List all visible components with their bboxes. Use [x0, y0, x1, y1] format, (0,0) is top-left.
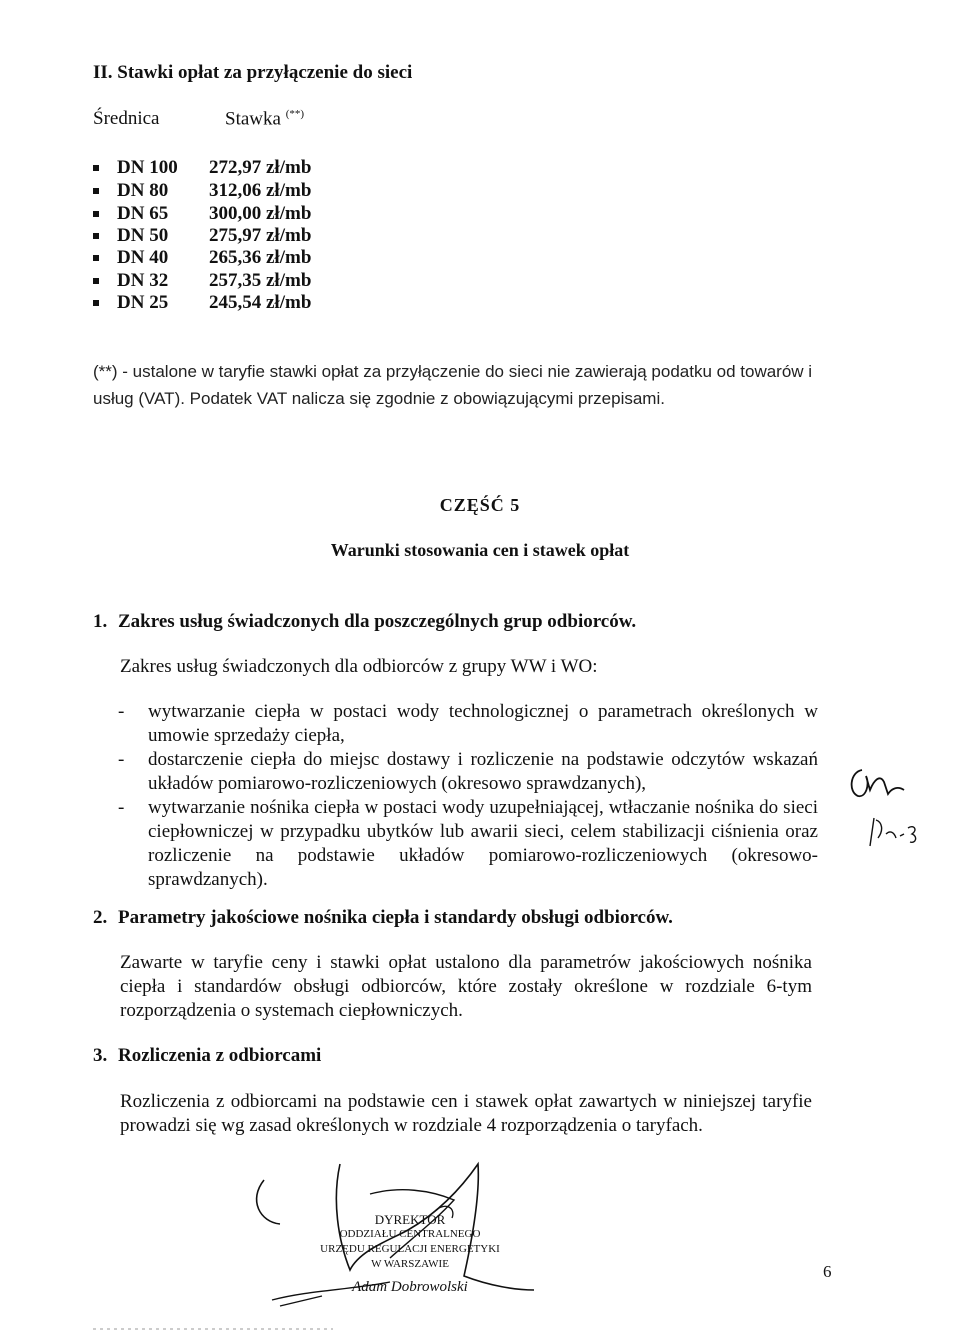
rate-value: 275,97 zł/mb [209, 225, 312, 246]
list-item [118, 748, 818, 796]
rate-diameter: DN 80 [117, 180, 169, 201]
rate-diameter: DN 40 [117, 247, 169, 268]
column-header-diameter: Średnica [93, 108, 160, 129]
list-item [118, 700, 818, 748]
stamp-line: W WARSZAWIE [371, 1258, 449, 1270]
page-number: 6 [823, 1262, 832, 1281]
part-title: CZĘŚĆ 5 [439, 495, 521, 515]
rate-value: 257,35 zł/mb [209, 270, 312, 291]
rate-value: 300,00 zł/mb [209, 203, 312, 224]
column-header-rate-label: Stawka [225, 108, 281, 130]
stamp-name: Adam Dobrowolski [352, 1279, 468, 1295]
section-body: Rozliczenia z odbiorcami na podstawie cen i stawek opłat zawartych w niniejszej taryfie prowadzi się wg zasad określonych w rozdziale 4 rozporządzenia o taryfach. [120, 1091, 812, 1136]
dash-icon: - [118, 749, 125, 770]
rate-value: 272,97 zł/mb [209, 157, 312, 178]
rate-diameter: DN 50 [117, 225, 169, 246]
column-header-rate-marker: (**) [285, 108, 305, 120]
rate-value: 265,36 zł/mb [209, 247, 312, 268]
stamp-line: URZĘDU REGULACJI ENERGETYKI [320, 1243, 500, 1255]
service-list [118, 700, 818, 892]
section-intro: Zakres usług świadczonych dla odbiorców z grupy WW i WO: [120, 656, 598, 677]
list-item-text: dostarczenie ciepła do miejsc dostawy i rozliczenie na podstawie odczytów wskazań układów pomiarowo-rozliczeniowych (okresowo sprawdzanych), [148, 749, 818, 794]
bullet-icon [93, 211, 99, 217]
list-item-text: wytwarzanie ciepła w postaci wody technologicznej o parametrach określonych w umowie sprzedaży ciepła, [148, 701, 818, 746]
section-heading-text: Zakres usług świadczonych dla poszczególnych grup odbiorców. [118, 611, 637, 632]
rate-diameter: DN 100 [117, 157, 178, 178]
bullet-icon [93, 278, 99, 284]
signature-stamp [240, 1150, 560, 1320]
column-header-rate [225, 108, 304, 130]
rate-value: 245,54 zł/mb [209, 292, 312, 313]
footer-dotted-line [93, 1326, 333, 1332]
section-number: 3. [93, 1045, 108, 1066]
rate-diameter: DN 32 [117, 270, 169, 291]
bullet-icon [93, 188, 99, 194]
dash-icon: - [118, 701, 125, 722]
section-title: II. Stawki opłat za przyłączenie do sieci [93, 62, 413, 83]
bullet-icon [93, 255, 99, 261]
list-item [118, 796, 818, 892]
section-number: 1. [93, 611, 108, 632]
stamp-line: ODDZIAŁU CENTRALNEGO [339, 1228, 481, 1240]
handwritten-initials [840, 760, 940, 860]
vat-note: (**) - ustalone w taryfie stawki opłat za przyłączenie do sieci nie zawierają podatku od towarów i usług (VAT). Podatek VAT nalicza się zgodnie z obowiązującymi przepisami. [93, 362, 813, 408]
rate-diameter: DN 65 [117, 203, 169, 224]
rate-value: 312,06 zł/mb [209, 180, 312, 201]
list-item-text: wytwarzanie nośnika ciepła w postaci wody uzupełniającej, wtłaczanie nośnika do sieci ciepłowniczej w przypadku ubytków lub awarii sieci, celem stabilizacji ciśnienia oraz rozliczenie na podstawie układów pomiarowo-rozliczeniowych (okresowo-sprawdzanych). [148, 797, 818, 890]
section-body: Zawarte w taryfie ceny i stawki opłat ustalono dla parametrów jakościowych nośnika ciepła i standardów obsługi odbiorców, które zostały określone w rozdziale 6-tym rozporządzenia o systemach ciepłowniczych. [120, 952, 812, 1021]
bullet-icon [93, 165, 99, 171]
section-heading-text: Rozliczenia z odbiorcami [118, 1045, 322, 1066]
rate-diameter: DN 25 [117, 292, 169, 313]
part-subtitle: Warunki stosowania cen i stawek opłat [330, 540, 630, 560]
stamp-line: DYREKTOR [374, 1212, 446, 1227]
bullet-icon [93, 300, 99, 306]
bullet-icon [93, 233, 99, 239]
section-number: 2. [93, 907, 108, 928]
dash-icon: - [118, 797, 125, 818]
section-heading-text: Parametry jakościowe nośnika ciepła i standardy obsługi odbiorców. [118, 907, 673, 928]
